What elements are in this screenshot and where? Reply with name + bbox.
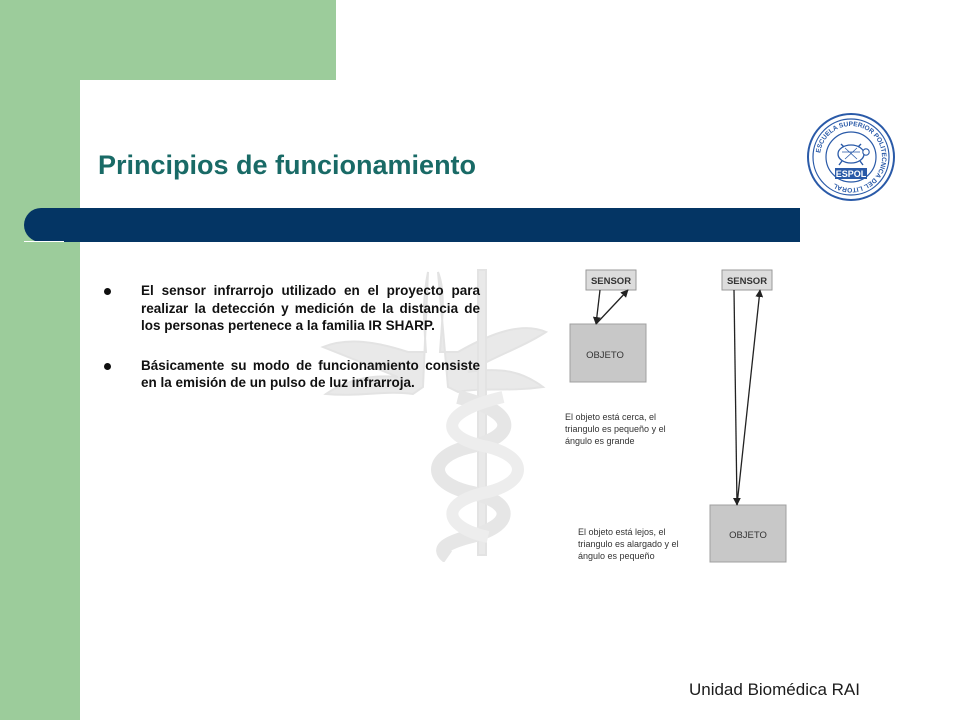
logo-center-text: ESPOL [835, 169, 867, 179]
bullet-dot [104, 288, 111, 295]
caption-near-line: triangulo es pequeño y el [565, 424, 666, 434]
caption-near-line: ángulo es grande [565, 436, 635, 446]
background-green-left [0, 0, 80, 720]
sensor-label-far: SENSOR [726, 276, 768, 287]
object-label-near: OBJETO [586, 350, 624, 361]
title-divider-bar [24, 208, 800, 242]
sensor-diagram [562, 262, 802, 566]
footer-text: Unidad Biomédica RAI [688, 680, 860, 699]
divider-notch [24, 241, 64, 242]
object-label-far: OBJETO [729, 530, 767, 541]
bullet-text: Básicamente su modo de funcionamiento consiste en la emisión de un pulso de luz infrarroja. [141, 357, 480, 390]
espol-logo [806, 112, 896, 202]
bullet-list [104, 282, 480, 414]
slide-title: Principios de funcionamiento [98, 150, 477, 180]
caption-far-line: triangulo es alargado y el [578, 539, 679, 549]
caption-near-line: El objeto está cerca, el [565, 412, 657, 422]
bullet-dot [104, 363, 111, 370]
bullet-item [104, 357, 480, 392]
bullet-item [104, 282, 480, 335]
caption-far-line: ángulo es pequeño [578, 551, 655, 561]
sensor-label-near: SENSOR [590, 276, 632, 287]
caption-near [565, 412, 668, 446]
caption-far-line: El objeto está lejos, el [578, 527, 666, 537]
bullet-text: El sensor infrarrojo utilizado en el proyecto para realizar la detección y medición de la distancia de los personas pertenece a la familia IR SHARP. [141, 283, 480, 333]
caption-far [578, 527, 681, 561]
logo-ring-text: ESCUELA SUPERIOR POLITECNICA DEL LITORAL [815, 120, 888, 194]
